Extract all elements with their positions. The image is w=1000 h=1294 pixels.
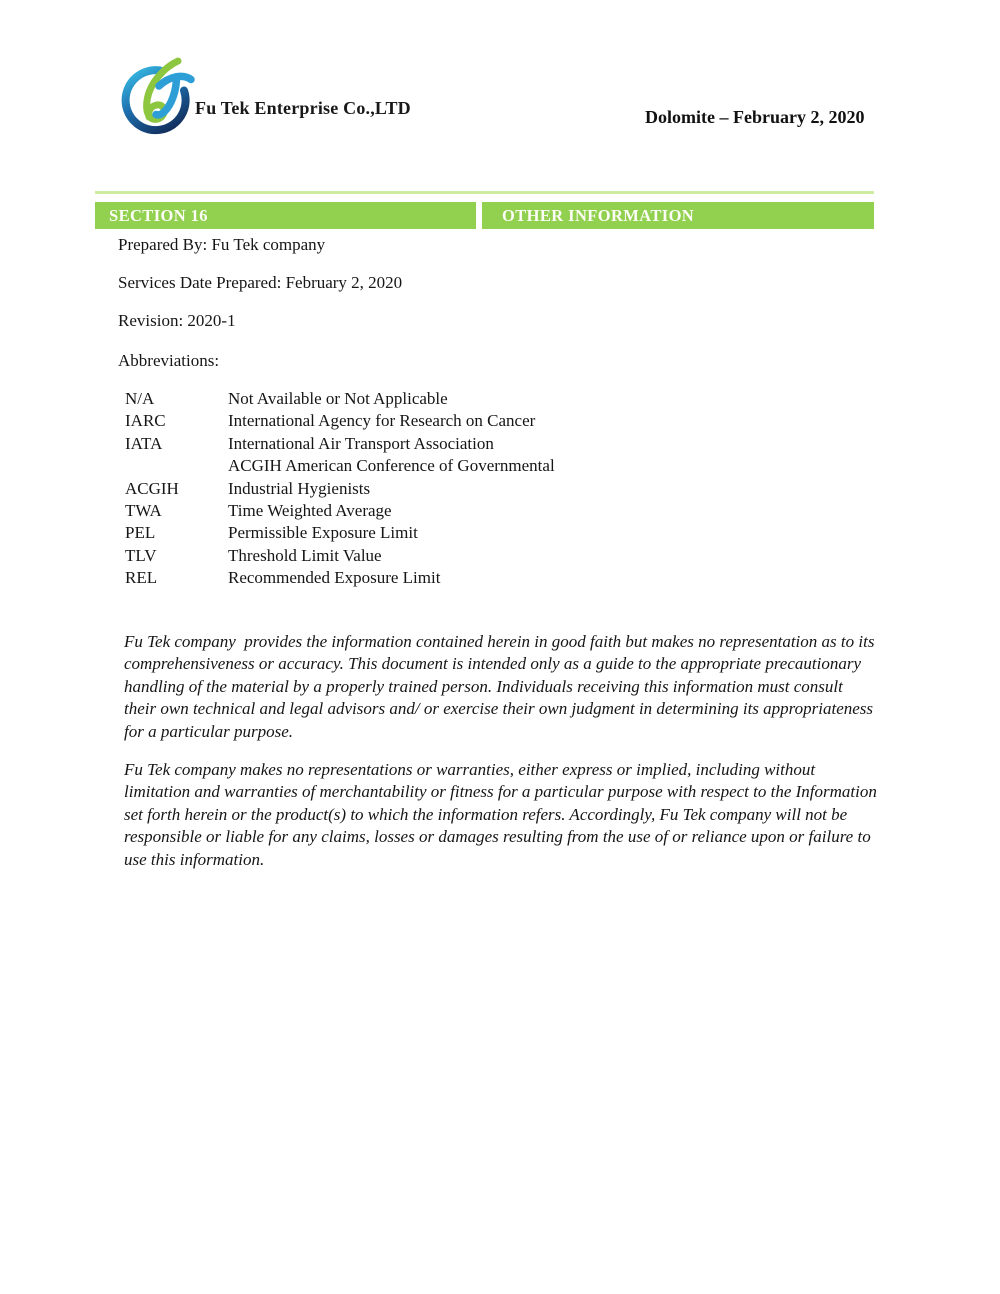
abbr-key: PEL: [125, 523, 156, 543]
abbr-key: TWA: [125, 501, 162, 521]
abbr-key: IARC: [125, 411, 166, 431]
abbr-key: IATA: [125, 433, 163, 453]
section-title-label: OTHER INFORMATION: [482, 202, 874, 229]
section-number-label: SECTION 16: [95, 202, 476, 229]
document-title: Dolomite – February 2, 2020: [645, 107, 865, 127]
disclaimer-paragraph-1: Fu Tek company provides the information contained herein in good faith but makes no representation as to its comprehensiveness or accuracy. This document is intended only as a guide to the appropriate precautionary handling of the material by a properly trained person. Individuals receiving this information must consult their own technical and legal advisors and/ or exercise their own judgment in determining its appropriateness for a particular purpose.: [124, 632, 879, 741]
abbr-value: Industrial Hygienists: [228, 478, 371, 498]
abbr-value: International Air Transport Association: [228, 433, 494, 453]
futek-logo-icon: [114, 55, 200, 143]
section-divider-line: [95, 191, 874, 194]
revision-line: Revision: 2020-1: [118, 311, 236, 330]
abbr-key: REL: [125, 568, 158, 588]
abbr-value: Threshold Limit Value: [228, 545, 382, 565]
abbr-value: Recommended Exposure Limit: [228, 568, 441, 588]
abbreviations-table: [125, 388, 788, 590]
abbr-value: ACGIH American Conference of Governmental: [228, 456, 555, 476]
prepared-by-line: Prepared By: Fu Tek company: [118, 235, 326, 254]
abbreviations-label: Abbreviations:: [118, 351, 220, 370]
abbr-key: N/A: [125, 389, 155, 408]
abbr-value: International Agency for Research on Cancer: [228, 411, 536, 431]
abbr-value: Time Weighted Average: [228, 501, 392, 521]
company-logo: [114, 55, 200, 143]
abbr-value: Permissible Exposure Limit: [228, 523, 418, 543]
abbr-key: [125, 455, 228, 477]
services-date-line: Services Date Prepared: February 2, 2020: [118, 273, 403, 292]
section-header-bar: [95, 202, 874, 229]
disclaimer-paragraph-2: Fu Tek company makes no representations or warranties, either express or implied, including without limitation and warranties of merchantability or fitness for a particular purpose with respect to the Information set forth herein or the product(s) to which the information refers. Accordingly, Fu Tek company will not be responsible or liable for any claims, losses or damages resulting from the use of or reliance upon or failure to use this information.: [124, 760, 882, 869]
abbr-value: Not Available or Not Applicable: [228, 389, 448, 408]
abbr-key: ACGIH: [125, 478, 179, 498]
abbr-key: TLV: [125, 545, 157, 565]
company-name: Fu Tek Enterprise Co.,LTD: [195, 98, 411, 118]
